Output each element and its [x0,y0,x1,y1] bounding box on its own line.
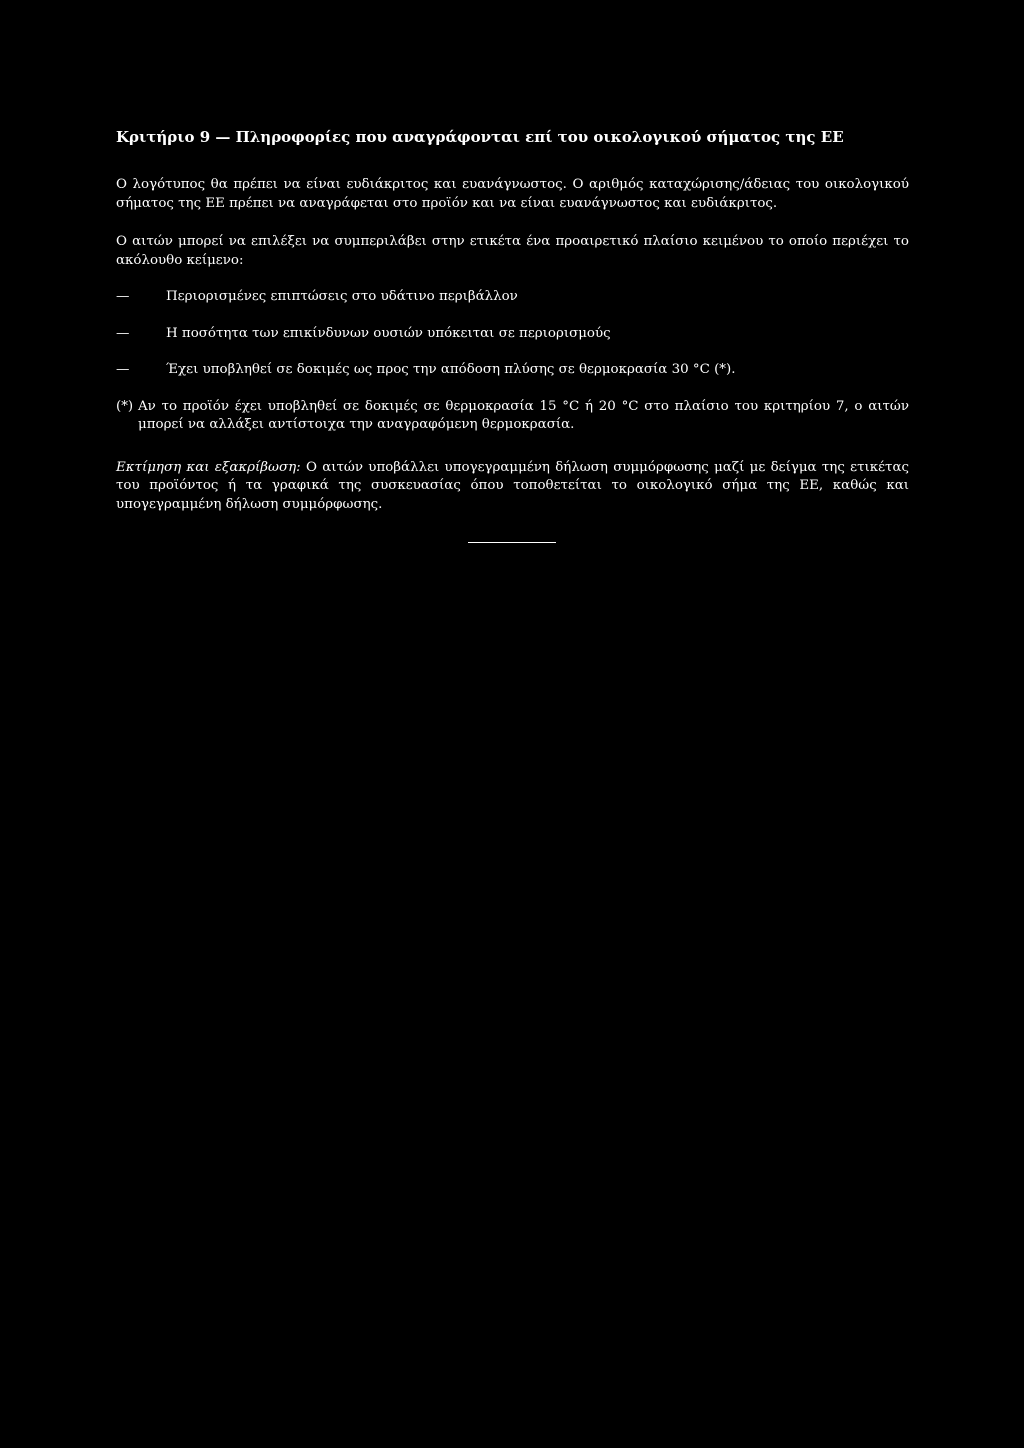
list-item-text: Η ποσότητα των επικίνδυνων ουσιών υπόκειται σε περιορισμούς [166,325,611,341]
list-item [116,325,909,344]
list-item [116,361,909,380]
logo-legibility-paragraph: Ο λογότυπος θα πρέπει να είναι ευδιάκριτος και ευανάγνωστος. Ο αριθμός καταχώρισης/άδειας του οικολογικού σήματος της ΕΕ πρέπει να αναγράφεται στο προϊόν και να είναι ευανάγνωστος και ευδιάκριτος. [116,177,909,211]
document-page [116,126,909,532]
assessment-paragraph [116,459,909,515]
end-of-section-rule [468,542,556,543]
dash-marker: — [116,325,130,341]
assessment-text: Ο αιτών υποβάλλει υπογεγραμμένη δήλωση συμμόρφωσης μαζί με δείγμα της ετικέτας του προϊόντος ή τα γραφικά της συσκευασίας όπου τοποθετείται το οικολογικό σήμα της ΕΕ, καθώς και υπογεγραμμένη δήλωση συμμόρφωσης. [116,459,909,512]
dash-marker: — [116,289,130,304]
criterion-heading: Κριτήριο 9 — Πληροφορίες που αναγράφονται επί του οικολογικού σήματος της ΕΕ [116,128,844,146]
list-item [116,288,909,307]
footnote-text: Αν το προϊόν έχει υποβληθεί σε δοκιμές σε θερμοκρασία 15 °C ή 20 °C στο πλαίσιο του κριτηρίου 7, ο αιτών μπορεί να αλλάξει αντίστοιχα την αναγραφόμενη θερμοκρασία. [138,398,909,432]
footnote [116,398,909,435]
optional-text-box-paragraph: Ο αιτών μπορεί να επιλέξει να συμπεριλάβει στην ετικέτα ένα προαιρετικό πλαίσιο κειμένου το οποίο περιέχει το ακόλουθο κείμενο: [116,234,909,268]
footnote-mark: (*) [116,398,134,414]
assessment-label: Εκτίμηση και εξακρίβωση: [116,459,301,475]
list-item-text: Έχει υποβληθεί σε δοκιμές ως προς την απόδοση πλύσης σε θερμοκρασία 30 °C (*). [166,362,736,377]
dash-marker: — [116,362,130,377]
list-item-text: Περιορισμένες επιπτώσεις στο υδάτινο περιβάλλον [166,289,518,304]
